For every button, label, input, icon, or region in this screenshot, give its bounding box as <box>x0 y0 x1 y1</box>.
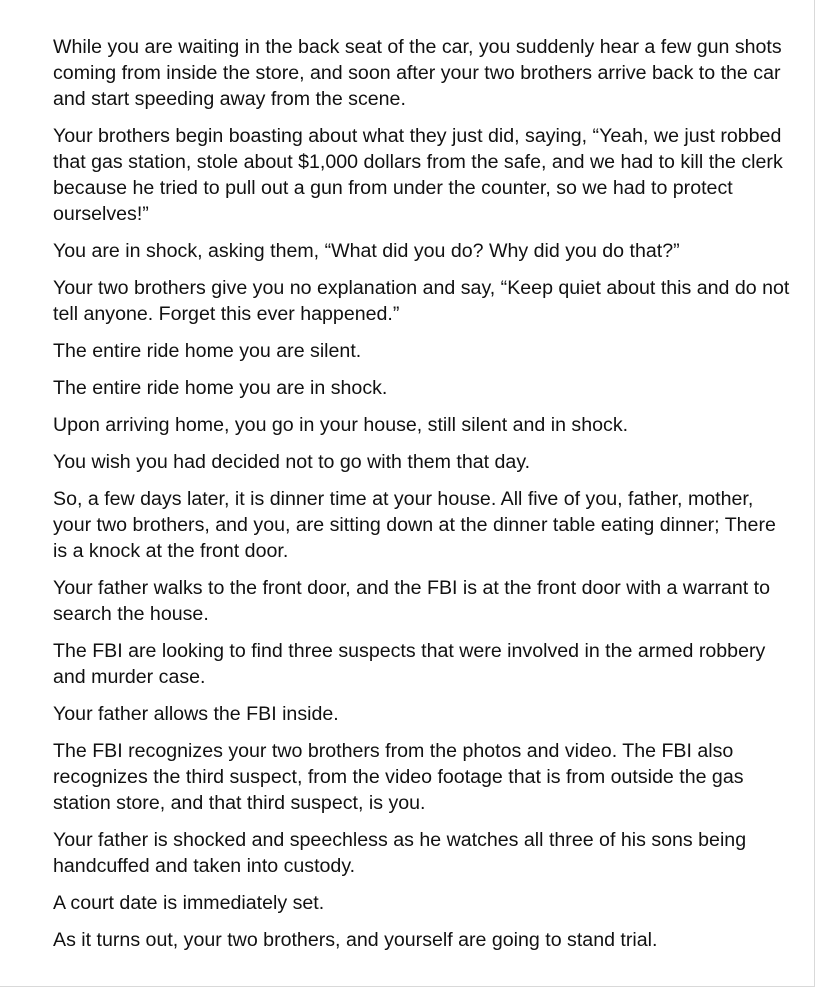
paragraph-2: Your brothers begin boasting about what they just did, saying, “Yeah, we just robbed that gas station, stole about $1,000 dollars from the safe, and we had to kill the clerk because he tried to pull out a gun from under the counter, so we had to protect ourselves!” <box>53 125 783 225</box>
paragraph-13: The FBI recognizes your two brothers from the photos and video. The FBI also recognizes the third suspect, from the video footage that is from outside the gas station store, and that third suspect, is you. <box>53 740 744 814</box>
paragraph-11: The FBI are looking to find three suspects that were involved in the armed robbery and murder case. <box>53 640 766 688</box>
paragraph-3: You are in shock, asking them, “What did you do? Why did you do that?” <box>53 240 680 262</box>
paragraph-7: Upon arriving home, you go in your house, still silent and in shock. <box>53 414 629 436</box>
paragraph-1: While you are waiting in the back seat of the car, you suddenly hear a few gun shots coming from inside the store, and soon after your two brothers arrive back to the car and start speeding away from the scene. <box>53 36 782 110</box>
paragraph-14: Your father is shocked and speechless as he watches all three of his sons being handcuffed and taken into custody. <box>53 829 747 877</box>
paragraph-12: Your father allows the FBI inside. <box>53 703 339 725</box>
paragraph-9: So, a few days later, it is dinner time at your house. All five of you, father, mother, your two brothers, and you, are sitting down at the dinner table eating dinner; There is a knock at the front door. <box>53 488 776 562</box>
paragraph-16: As it turns out, your two brothers, and yourself are going to stand trial. <box>53 929 658 951</box>
paragraph-8: You wish you had decided not to go with them that day. <box>53 451 531 473</box>
paragraph-5: The entire ride home you are silent. <box>53 340 362 362</box>
paragraph-6: The entire ride home you are in shock. <box>53 377 388 399</box>
paragraph-15: A court date is immediately set. <box>53 892 325 914</box>
paragraph-4: Your two brothers give you no explanation and say, “Keep quiet about this and do not tell anyone. Forget this ever happened.” <box>53 277 790 325</box>
paragraph-10: Your father walks to the front door, and the FBI is at the front door with a warrant to search the house. <box>53 577 771 625</box>
